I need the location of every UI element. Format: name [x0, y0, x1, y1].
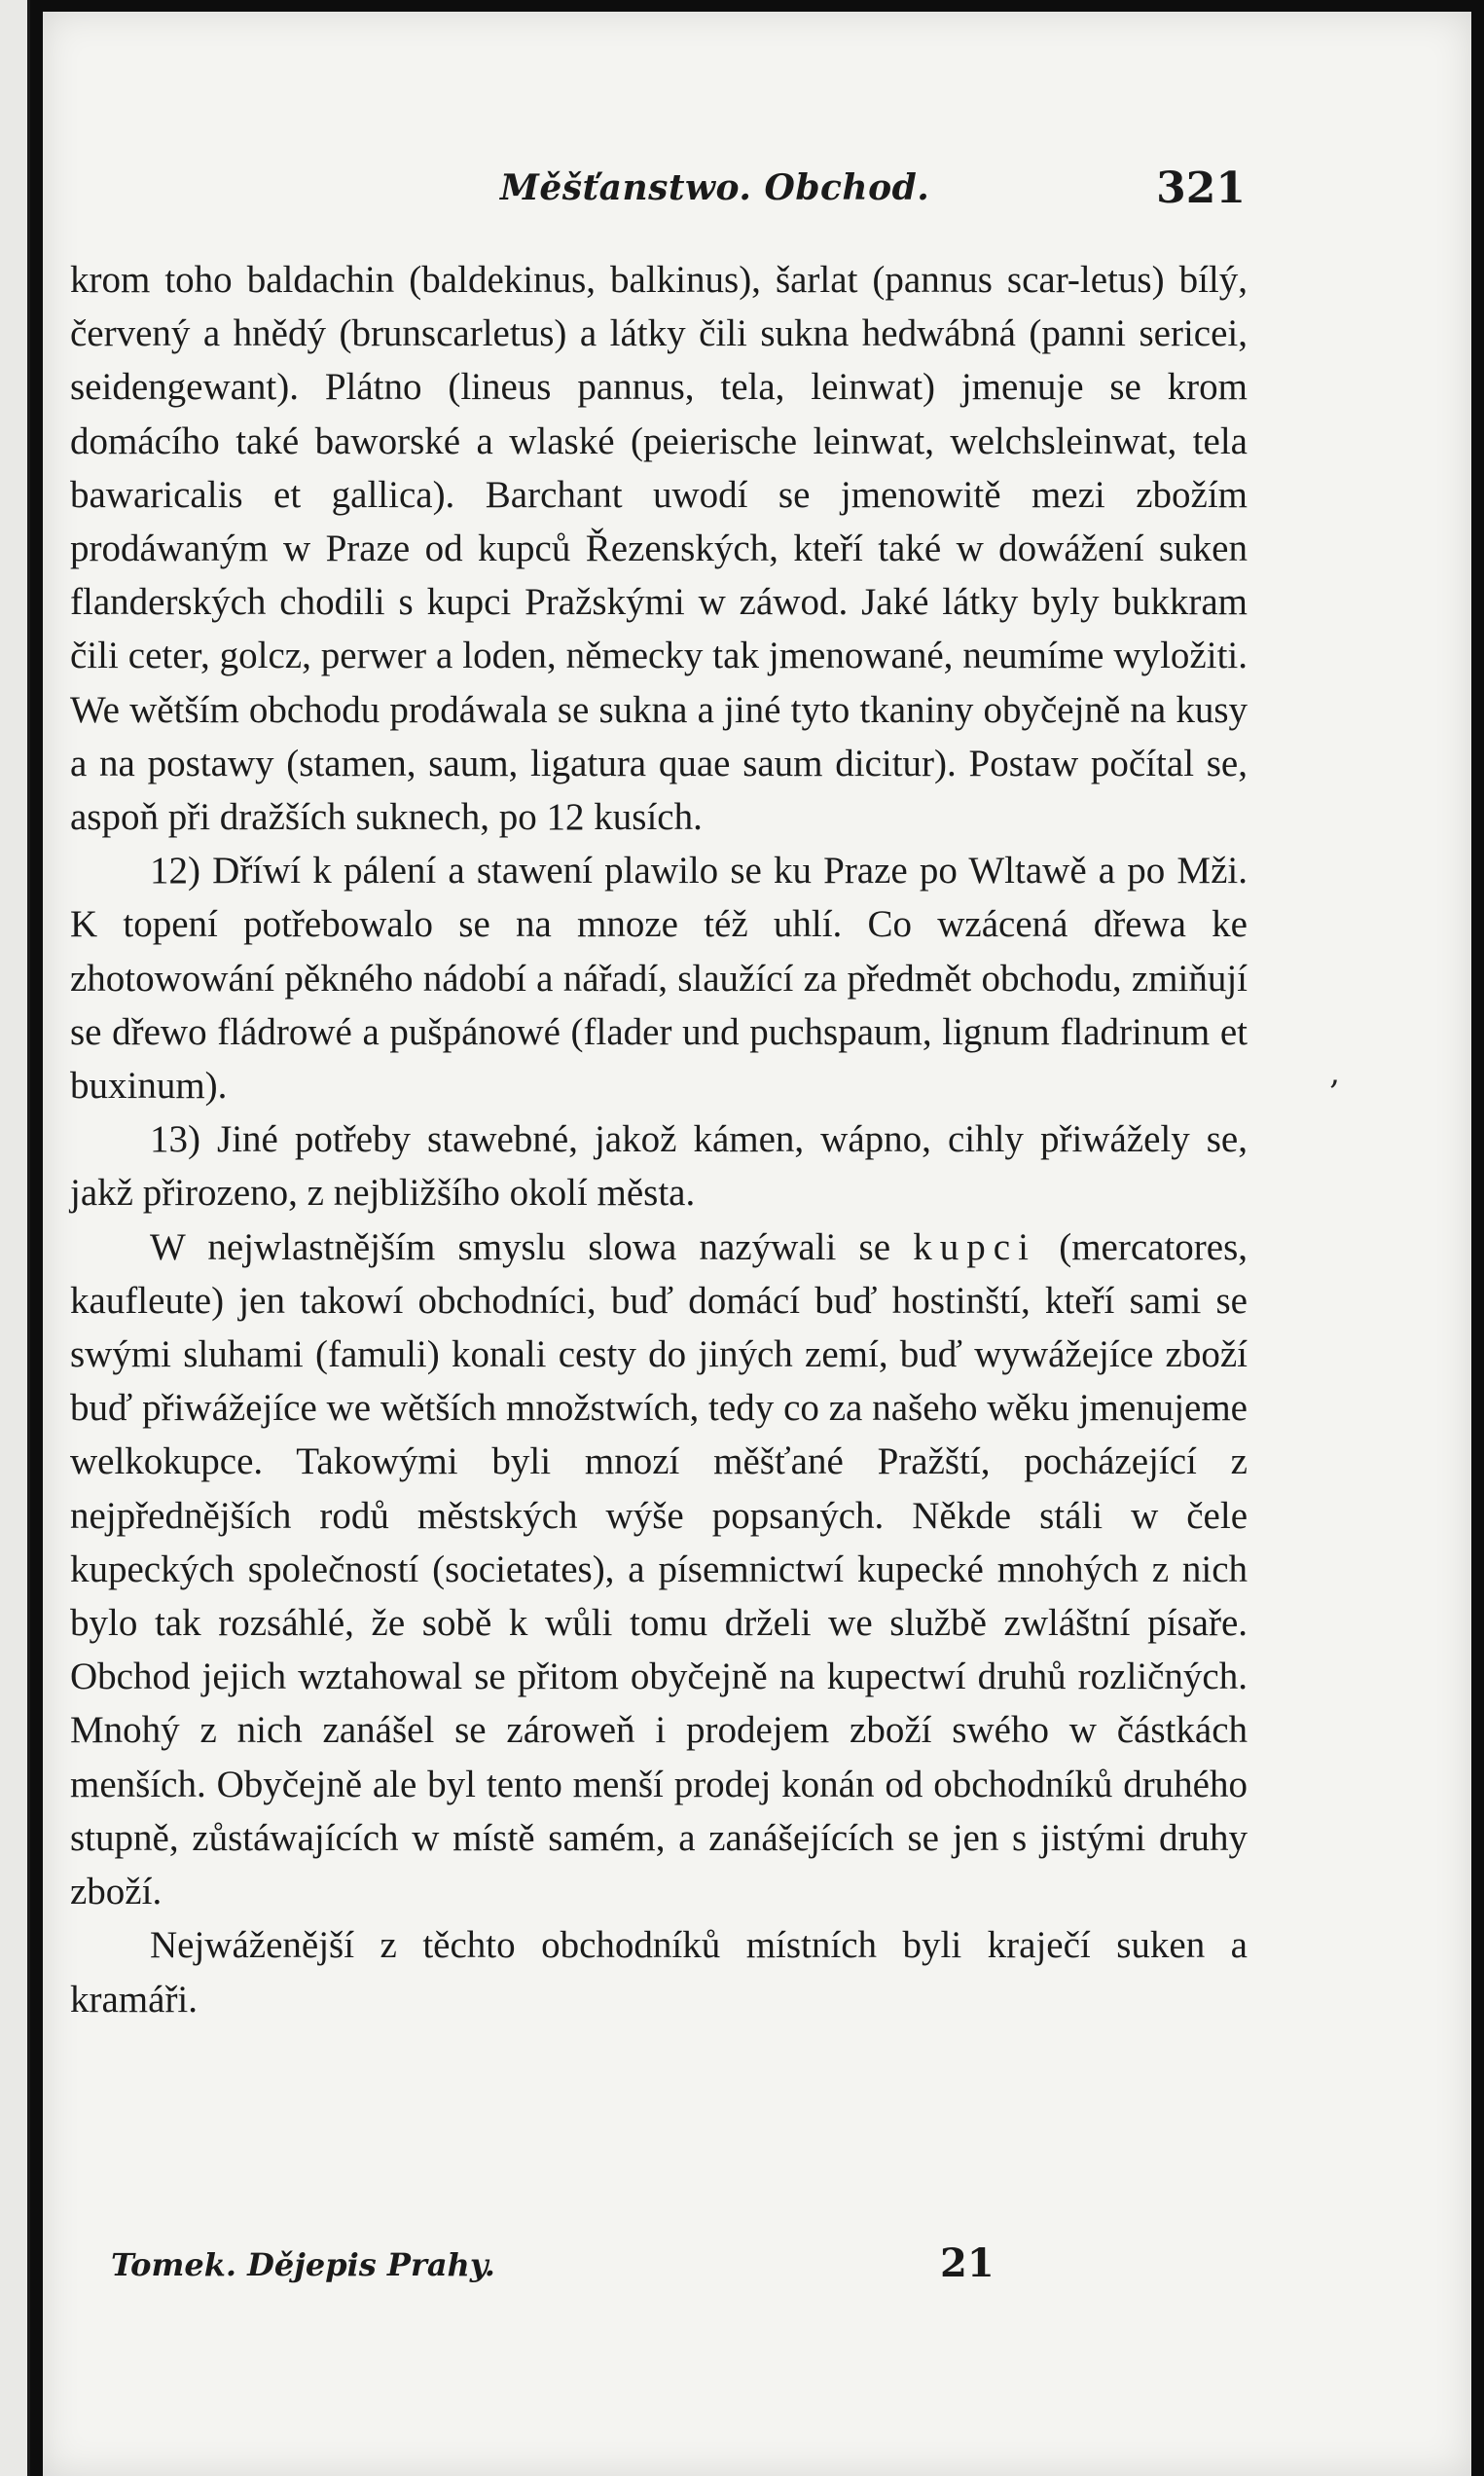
stray-mark: ‚	[1329, 1053, 1340, 1092]
paragraph-continued: krom toho baldachin (baldekinus, balkinus), šarlat (pannus scar-letus) bílý, červený a hnědý (brunscarletus) a látky čili sukna hedwábná (panni sericei, seidengewant). Plátno (lineus pannus, tela, leinwat) jmenuje se krom domácího také baworské a wlaské (peierische leinwat, welchsleinwat, tela bawaricalis et gallica). Barchant uwodí se jmenowitě mezi zbožím prodáwaným w Praze od kupců Řezenských, kteří také w dowážení suken flanderských chodili s kupci Pražskými w záwod. Jaké látky byly bukkram čili ceter, golcz, perwer a loden, německy tak jmenowané, neumíme wyložiti. We wětším obchodu prodáwala se sukna a jiné tyto tkaniny obyčejně na kusy a na postawy (stamen, saum, ligatura quae saum dicitur). Postaw počítal se, aspoň při dražších suknech, po 12 kusích.	[70, 259, 1248, 839]
paragraph-merchants-before: W nejwlastnějším smyslu slowa nazýwali se	[150, 1225, 891, 1268]
footer-signature: Tomek. Dějepis Prahy.	[111, 2246, 495, 2283]
paragraph-local-traders: Nejwáženější z těchto obchodníků místních byli kraječí suken a kramáři.	[70, 1924, 1248, 2021]
emphasized-term-kupci: kupci	[913, 1225, 1036, 1268]
paragraph-merchants-after: (mercatores, kaufleute) jen takowí obchodníci, buď domácí buď hostinští, kteří sami se swými sluhami (famuli) konali cesty do jiných zemí, buď wywážejíce zboží buď přiwážejíce we wětších množstwích, tedy co za našeho wěku jmenujeme welkokupce. Takowými byli mnozí měšťané Pražští, pocházející z nejpřednějších rodů městských wýše popsaných. Někde stáli w čele kupeckých společností (societates), a písemnictwí kupecké mnohých z nich bylo tak rozsáhlé, že sobě k wůli tomu drželi we službě zwláštní písaře. Obchod jejich wztahowal se přitom obyčejně na kupectwí druhů rozličných. Mnohý z nich zanášel se zároweň i prodejem zboží swého w částkách menších. Obyčejně ale byl tento menší prodej konán od obchodníků druhého stupně, zůstáwajících w místě samém, a zanášejících se jen s jistými druhy zboží.	[70, 1225, 1249, 1913]
page-footer	[43, 2240, 1471, 2299]
paragraph-item-12: 12) Dříwí k pálení a stawení plawilo se ku Praze po Wltawě a po Mži. K topení potřebowalo se na mnoze též uhlí. Co wzácená dřewa ke zhotowowání pěkného nádobí a nářadí, slaužící za předmět obchodu, zmiňují se dřewo fládrowé a pušpánowé (flader und puchspaum, lignum fladrinum et buxinum).	[70, 850, 1248, 1108]
paragraph-item-13: 13) Jiné potřeby stawebné, jakož kámen, wápno, cihly přiwážely se, jakž přirozeno, z nejbližšího okolí města.	[70, 1118, 1248, 1215]
running-head: Měšťanstwo. Obchod.	[500, 167, 930, 208]
paragraph-merchants	[70, 1220, 1248, 1919]
body-text	[70, 253, 1248, 2026]
signature-mark: 21	[940, 2240, 995, 2286]
previous-page-edge	[0, 0, 30, 2476]
page-number: 321	[1156, 164, 1246, 213]
book-page	[43, 12, 1471, 2476]
page-header	[43, 164, 1471, 226]
